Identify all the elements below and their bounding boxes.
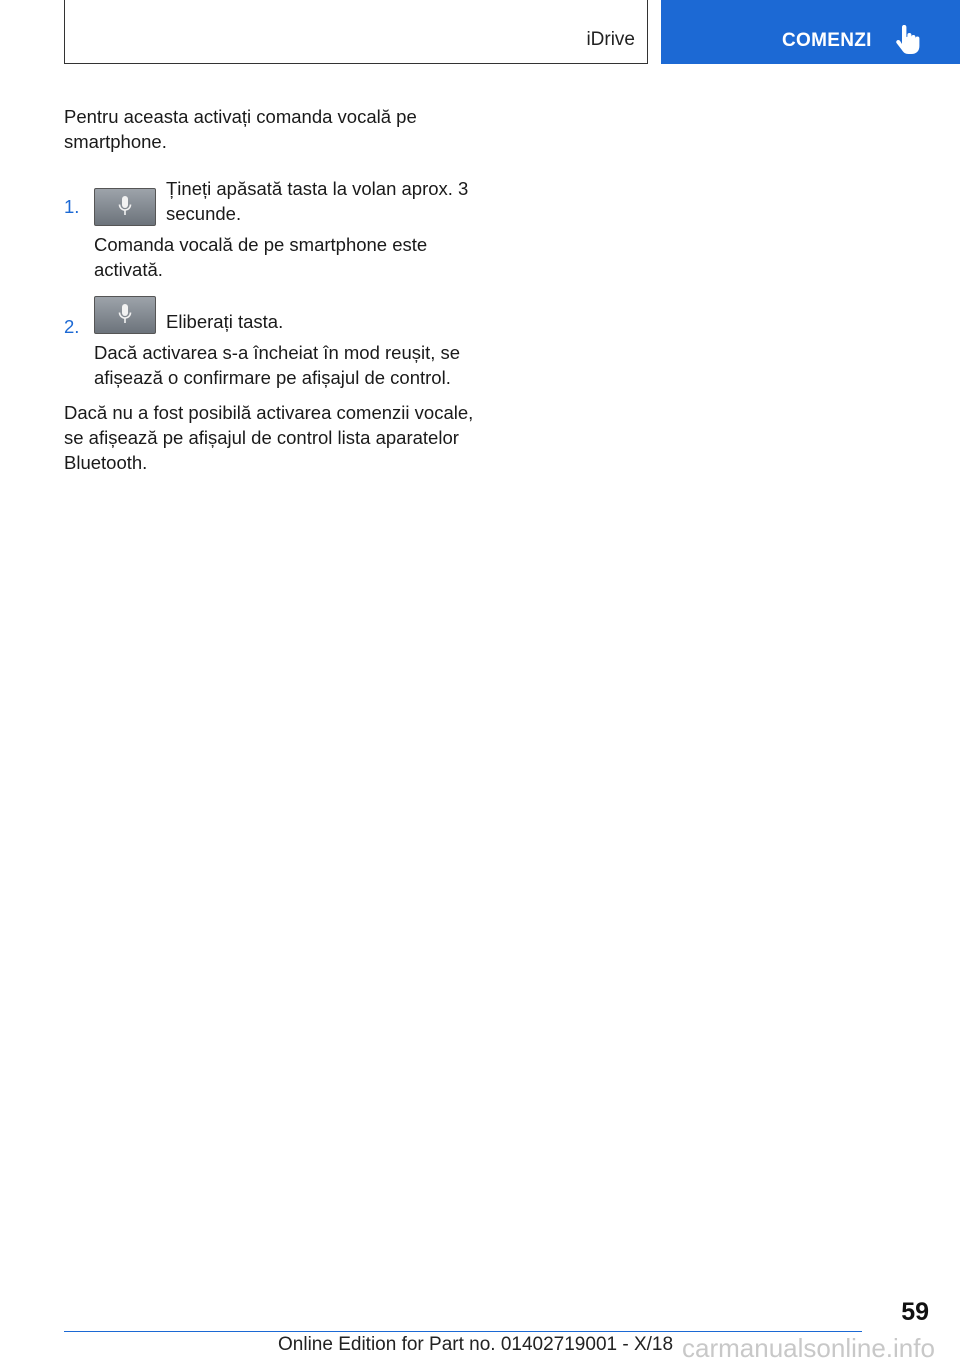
microphone-key-button: [94, 296, 156, 334]
intro-paragraph: Pentru aceasta activați comanda vocală pe smartphone.: [64, 106, 417, 152]
microphone-icon: [118, 196, 132, 216]
header-section-title: iDrive: [586, 29, 635, 50]
step-instruction: Țineți apăsată tasta la volan aprox. 3 secunde.: [166, 178, 469, 224]
microphone-icon: [118, 304, 132, 324]
microphone-key-button: [94, 188, 156, 226]
header-section-box: [64, 0, 648, 64]
footer-divider: [64, 1331, 862, 1332]
page-number: 59: [901, 1298, 929, 1326]
footer-edition-text: Online Edition for Part no. 01402719001 - X/18: [278, 1334, 674, 1355]
pointing-hand-icon: [895, 25, 921, 55]
step-result: Comanda vocală de pe smartphone este activată.: [94, 234, 428, 280]
main-content: [64, 104, 484, 475]
step-2: [64, 296, 484, 390]
step-result: Dacă activarea s-a încheiat în mod reușit, se afișează o confirmare pe afișajul de control.: [94, 342, 461, 388]
note-paragraph: Dacă nu a fost posibilă activarea comenzii vocale, se afișează pe afișajul de control lista aparatelor Bluetooth.: [64, 402, 474, 473]
step-1: [64, 176, 484, 282]
step-number: 2.: [64, 316, 80, 337]
watermark-text: carmanualsonline.info: [682, 1333, 935, 1363]
header-chapter-tab: [661, 0, 960, 64]
step-instruction: Eliberați tasta.: [166, 311, 284, 332]
header-chapter-title: COMENZI: [782, 30, 872, 51]
step-number: 1.: [64, 196, 80, 217]
